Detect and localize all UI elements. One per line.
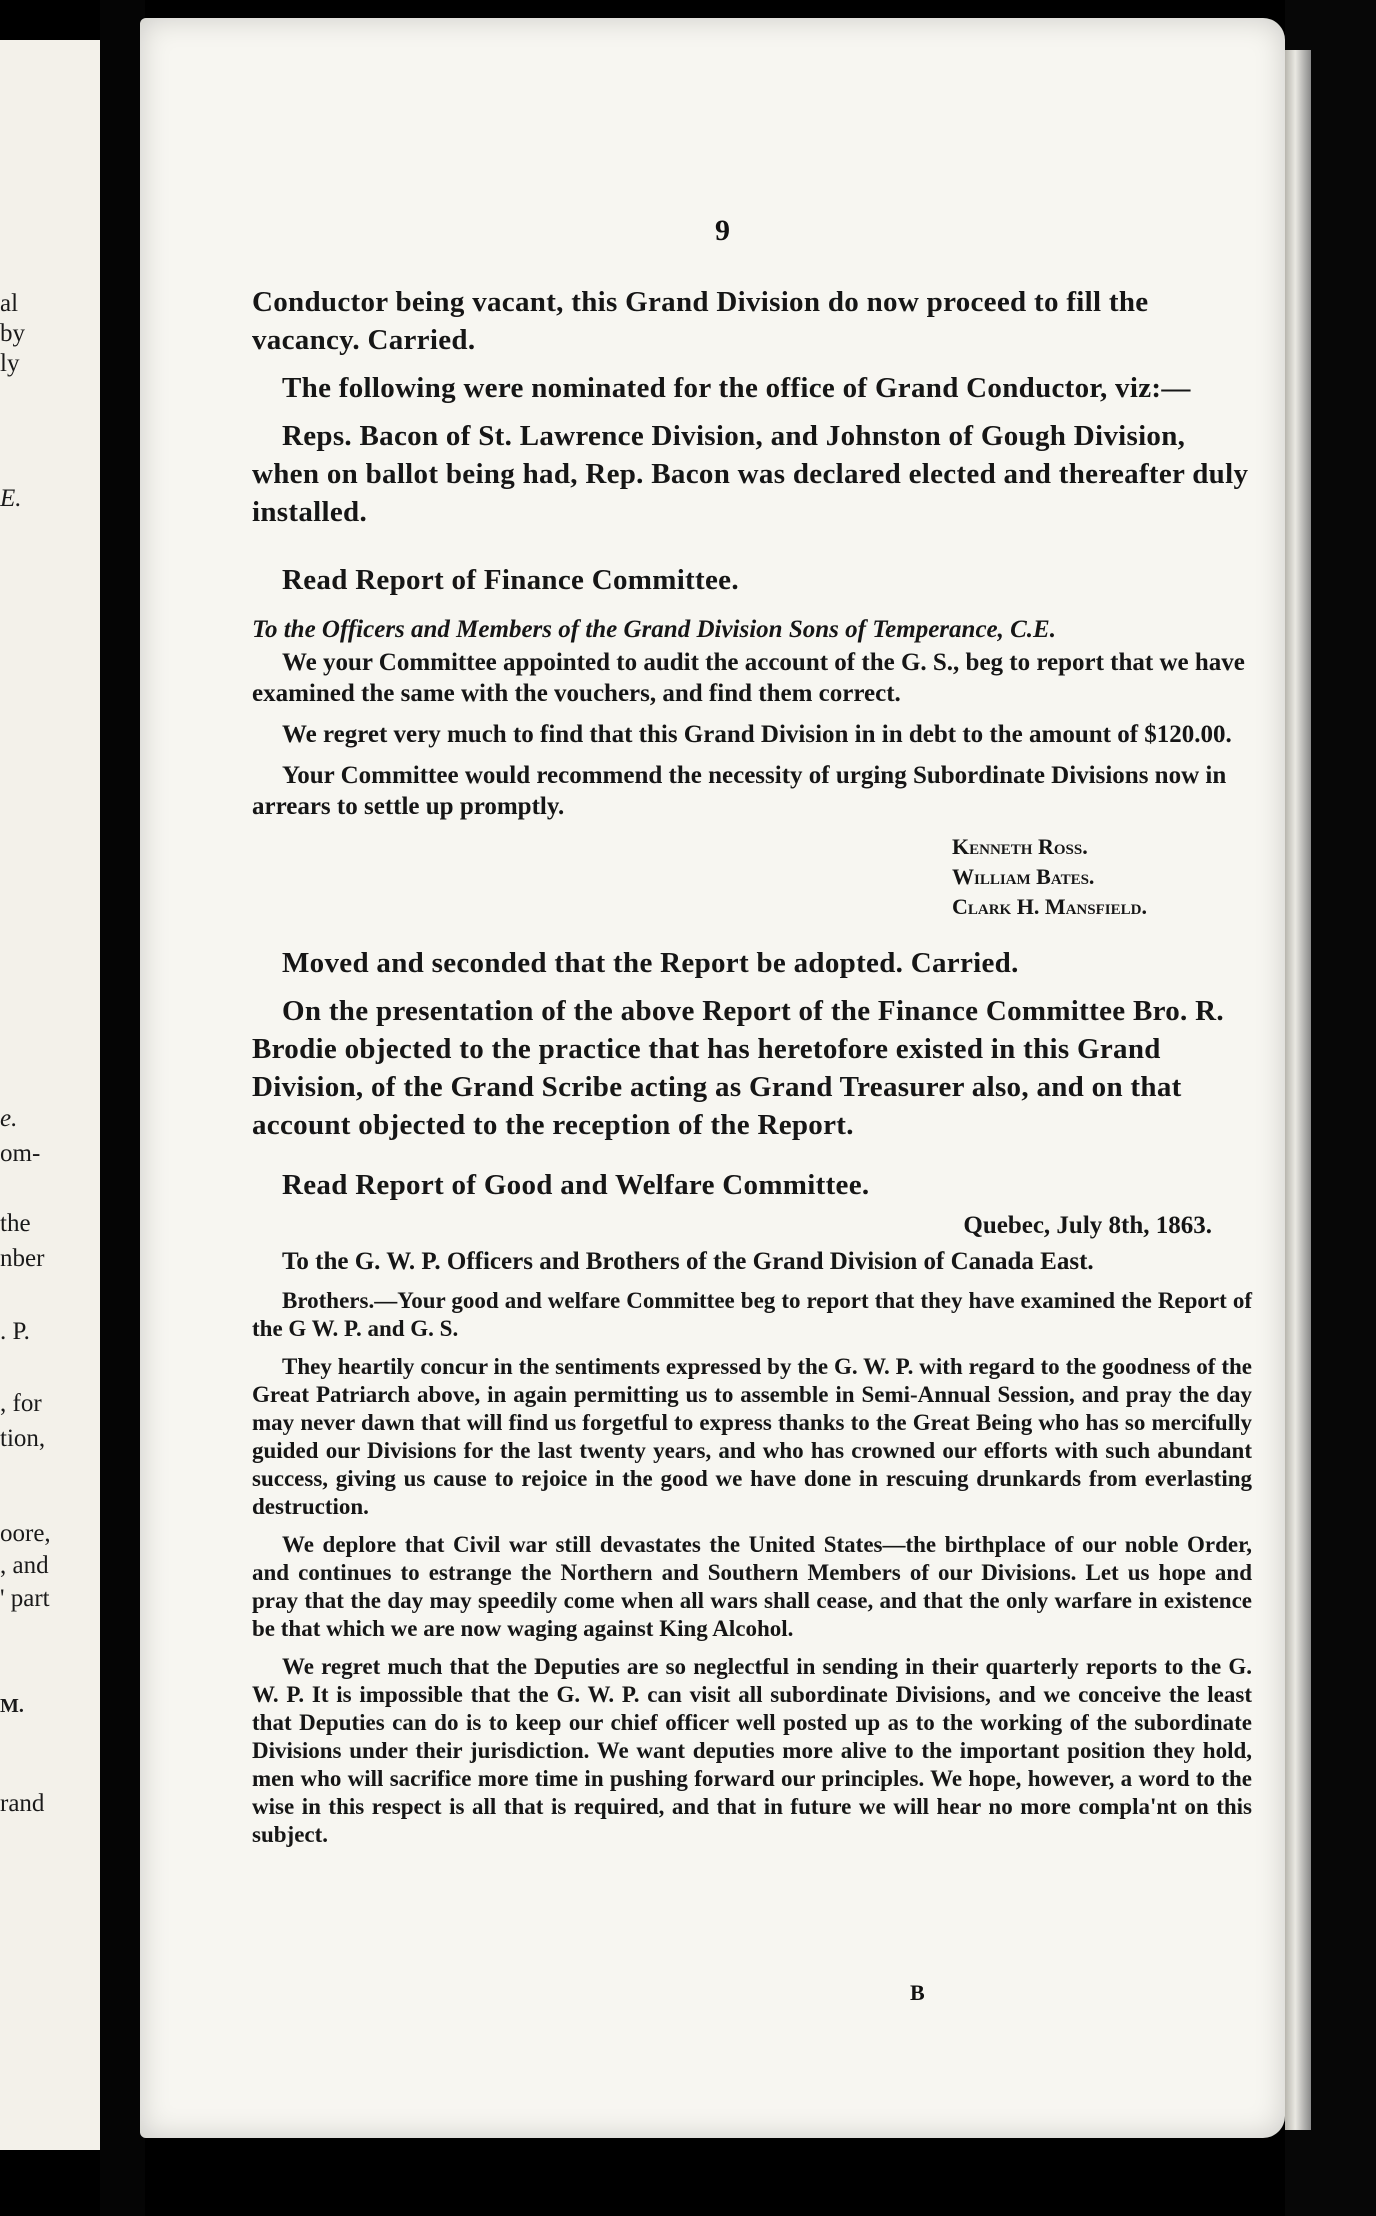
welfare-paragraph-3: We deplore that Civil war still devastates the United States—the birthplace of our noble Order, and continues to estrange the Northern and Southern Members of our Divisions. Let us hope and pray that the day may speedily come when all wars shall cease, and that the only warfare in existence be that which we are now waging against King Alcohol. <box>252 1532 1252 1641</box>
left-fragment: the <box>0 1210 31 1237</box>
welfare-address: To the G. W. P. Officers and Brothers of the Grand Division of Canada East. <box>282 1248 1094 1275</box>
paragraph-election: Reps. Bacon of St. Lawrence Division, and Johnston of Gough Division, when on ballot being had, Rep. Bacon was declared elected and thereafter duly installed. <box>252 420 1249 528</box>
left-fragment: e. <box>0 1105 18 1132</box>
left-fragment: , for <box>0 1390 42 1417</box>
paragraph-nominations: The following were nominated for the office of Grand Conductor, viz:— <box>282 372 1191 404</box>
motion-adopted: Moved and seconded that the Report be adopted. Carried. <box>282 947 1019 979</box>
welfare-date: Quebec, July 8th, 1863. <box>963 1212 1212 1239</box>
finance-paragraph-2: We regret very much to find that this Grand Division in in debt to the amount of $120.00. <box>282 721 1232 748</box>
left-fragment: E. <box>0 485 22 512</box>
left-fragment: al <box>0 290 19 317</box>
left-fragment: . P. <box>0 1318 30 1345</box>
finance-paragraph-1: We your Committee appointed to audit the account of the G. S., beg to report that we have examined the same with the vouchers, and find them correct. <box>252 649 1245 707</box>
page-number: 9 <box>715 214 730 247</box>
welfare-heading: Read Report of Good and Welfare Committee. <box>282 1169 870 1201</box>
welfare-paragraph-2: They heartily concur in the sentiments expressed by the G. W. P. with regard to the goodness of the Great Patriarch above, in again permitting us to assemble in Semi-Annual Session, and pray the day may never dawn that will find us forgetful to express thanks to the Great Being who has so mercifully guided our Divisions for the last twenty years, and who has crowned our efforts with such abundant success, giving us cause to rejoice in the good we have done in rescuing drunkards from everlasting destruction. <box>252 1354 1252 1519</box>
left-fragment: tion, <box>0 1425 46 1452</box>
left-fragment: by <box>0 320 25 347</box>
welfare-paragraph-1: Brothers.—Your good and welfare Committee beg to report that they have examined the Report of the G W. P. and G. S. <box>252 1288 1252 1341</box>
left-fragment: oore, <box>0 1520 51 1547</box>
left-fragment: nber <box>0 1245 45 1272</box>
book-page <box>140 18 1285 2138</box>
left-fragment: ' part <box>0 1585 50 1612</box>
finance-paragraph-3: Your Committee would recommend the necessity of urging Subordinate Divisions now in arrears to settle up promptly. <box>252 762 1227 820</box>
left-fragment: ly <box>0 350 20 377</box>
right-page-edge <box>1285 0 1376 2216</box>
finance-address: To the Officers and Members of the Grand Division Sons of Temperance, C.E. <box>252 616 1056 643</box>
left-fragment: om- <box>0 1140 41 1167</box>
facing-page-edge <box>0 40 114 2150</box>
signatory: William Bates. <box>952 864 1095 889</box>
signatory: Clark H. Mansfield. <box>952 894 1147 919</box>
left-fragment: , and <box>0 1552 49 1579</box>
welfare-paragraph-4: We regret much that the Deputies are so neglectful in sending in their quarterly reports to the G. W. P. It is impossible that the G. W. P. can visit all subordinate Divisions, and we conceive the least that Deputies can do is to keep our chief officer well posted up as to the working of the subordinate Divisions under their jurisdiction. We want deputies more alive to the important position they hold, men who will sacrifice more time in pushing forward our principles. We hope, however, a word to the wise in this respect is all that is required, and that in future we will hear no more compla'nt on this subject. <box>252 1654 1252 1847</box>
paragraph-objection: On the presentation of the above Report of the Finance Committee Bro. R. Brodie objected to the practice that has heretofore existed in this Grand Division, of the Grand Scribe acting as Grand Treasurer also, and on that account objected to the reception of the Report. <box>252 995 1224 1141</box>
book-gutter <box>100 0 145 2216</box>
signature-mark: B <box>910 1980 925 2005</box>
left-fragment: rand <box>0 1790 45 1817</box>
finance-heading: Read Report of Finance Committee. <box>282 564 739 596</box>
signatory: Kenneth Ross. <box>952 834 1088 859</box>
page-text <box>252 283 1252 1849</box>
left-fragment: M. <box>0 1695 24 1717</box>
paragraph-conductor-vacant: Conductor being vacant, this Grand Division do now proceed to fill the vacancy. Carried. <box>252 286 1149 356</box>
